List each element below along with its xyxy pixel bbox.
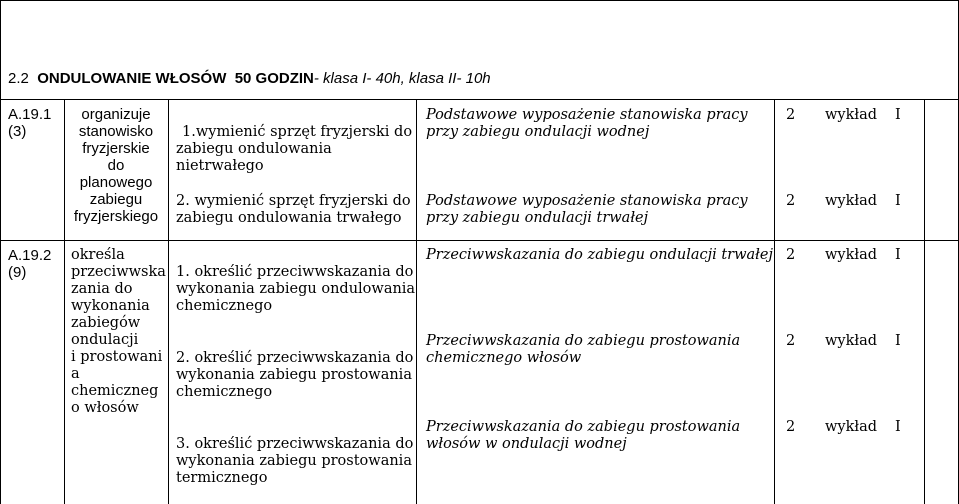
row2-topic-2-line-1: chemicznego włosów <box>426 350 582 366</box>
top-border <box>0 0 959 1</box>
row2-desc-5: ondulacji <box>71 332 139 348</box>
row1-entry-2-hours: 2 <box>786 193 796 209</box>
row2-task-3-line-2: termicznego <box>176 470 268 486</box>
row1-topic-2-line-0: Podstawowe wyposażenie stanowiska pracy <box>426 193 748 209</box>
row2-desc-3: wykonania <box>71 298 150 314</box>
row1-entry-2-class: I <box>895 193 901 209</box>
col-line-2 <box>168 99 169 504</box>
section-heading <box>8 70 491 87</box>
col-line-5 <box>924 99 925 504</box>
row2-desc-2: zania do <box>71 281 133 297</box>
row1-task-1-line-1: zabiegu ondulowania <box>176 141 332 157</box>
row2-topic-1-line-0: Przeciwwskazania do zabiegu ondulacji trwałej <box>426 247 773 263</box>
row2-desc-9: o włosów <box>71 400 139 416</box>
row1-desc-4: planowego <box>79 174 153 191</box>
row1-entry-1-hours: 2 <box>786 107 796 123</box>
row2-code: A.19.2 <box>8 247 52 264</box>
row1-task-2-line-0: 2. wymienić sprzęt fryzjerski do <box>176 193 411 209</box>
row2-entry-2-hours: 2 <box>786 333 796 349</box>
row1-desc-2: fryzjerskie <box>82 140 150 157</box>
row1-desc-0: organizuje <box>81 106 151 123</box>
col-line-3 <box>416 99 417 504</box>
row2-entry-1-form: wykład <box>825 247 878 263</box>
row2-code-sub: (9) <box>8 264 27 281</box>
row2-task-2-line-0: 2. określić przeciwwskazania do <box>176 350 414 366</box>
row2-desc-7: a <box>71 366 80 382</box>
row1-desc-5: zabiegu <box>89 191 143 208</box>
row1-entry-2-form: wykład <box>825 193 878 209</box>
row2-desc-1: przeciwwska <box>71 264 166 280</box>
row1-desc-3: do <box>107 157 125 174</box>
row2-task-2-line-1: wykonania zabiegu prostowania <box>176 367 412 383</box>
row1-entry-1-form: wykład <box>825 107 878 123</box>
row2-task-1-line-0: 1. określić przeciwwskazania do <box>176 264 414 280</box>
row2-entry-3-hours: 2 <box>786 419 796 435</box>
row1-code-sub: (3) <box>8 123 27 140</box>
row2-entry-1-hours: 2 <box>786 247 796 263</box>
section-bottom-border <box>0 99 959 100</box>
section-hours: 50 GODZIN <box>234 70 314 87</box>
row2-topic-3-line-1: włosów w ondulacji wodnej <box>426 436 627 452</box>
row1-entry-1-class: I <box>895 107 901 123</box>
row1-code: A.19.1 <box>8 106 52 123</box>
row2-entry-3-form: wykład <box>825 419 878 435</box>
row1-task-2-line-1: zabiegu ondulowania trwałego <box>176 210 402 226</box>
row2-entry-2-class: I <box>895 333 901 349</box>
row-divider <box>0 240 959 241</box>
row1-desc-1: stanowisko <box>78 123 154 140</box>
row2-task-1-line-1: wykonania zabiegu ondulowania <box>176 281 416 297</box>
row1-topic-1-line-0: Podstawowe wyposażenie stanowiska pracy <box>426 107 748 123</box>
row2-desc-6: i prostowani <box>71 349 163 365</box>
row2-entry-1-class: I <box>895 247 901 263</box>
row2-desc-0: określa <box>71 247 125 263</box>
row2-task-1-line-2: chemicznego <box>176 298 273 314</box>
row2-task-3-line-0: 3. określić przeciwwskazania do <box>176 436 414 452</box>
row2-topic-2-line-0: Przeciwwskazania do zabiegu prostowania <box>426 333 741 349</box>
row1-desc-6: fryzjerskiego <box>73 208 159 225</box>
row1-topic-2-line-1: przy zabiegu ondulacji trwałej <box>426 210 649 226</box>
section-number: 2.2 <box>8 70 29 87</box>
section-classes: - klasa I- 40h, klasa II- 10h <box>313 70 491 87</box>
section-title: ONDULOWANIE WŁOSÓW <box>37 70 227 87</box>
row1-topic-1-line-1: przy zabiegu ondulacji wodnej <box>426 124 650 140</box>
row2-topic-3-line-0: Przeciwwskazania do zabiegu prostowania <box>426 419 741 435</box>
row1-task-1-line-0: 1.wymienić sprzęt fryzjerski do <box>182 124 413 140</box>
row2-desc-8: chemiczneg <box>71 383 159 399</box>
row2-task-2-line-2: chemicznego <box>176 384 273 400</box>
row2-task-3-line-1: wykonania zabiegu prostowania <box>176 453 412 469</box>
left-border <box>0 0 1 504</box>
row1-task-1-line-2: nietrwałego <box>176 158 264 174</box>
col-line-4 <box>774 99 775 504</box>
row2-entry-3-class: I <box>895 419 901 435</box>
row2-entry-2-form: wykład <box>825 333 878 349</box>
row2-desc-4: zabiegów <box>71 315 141 331</box>
